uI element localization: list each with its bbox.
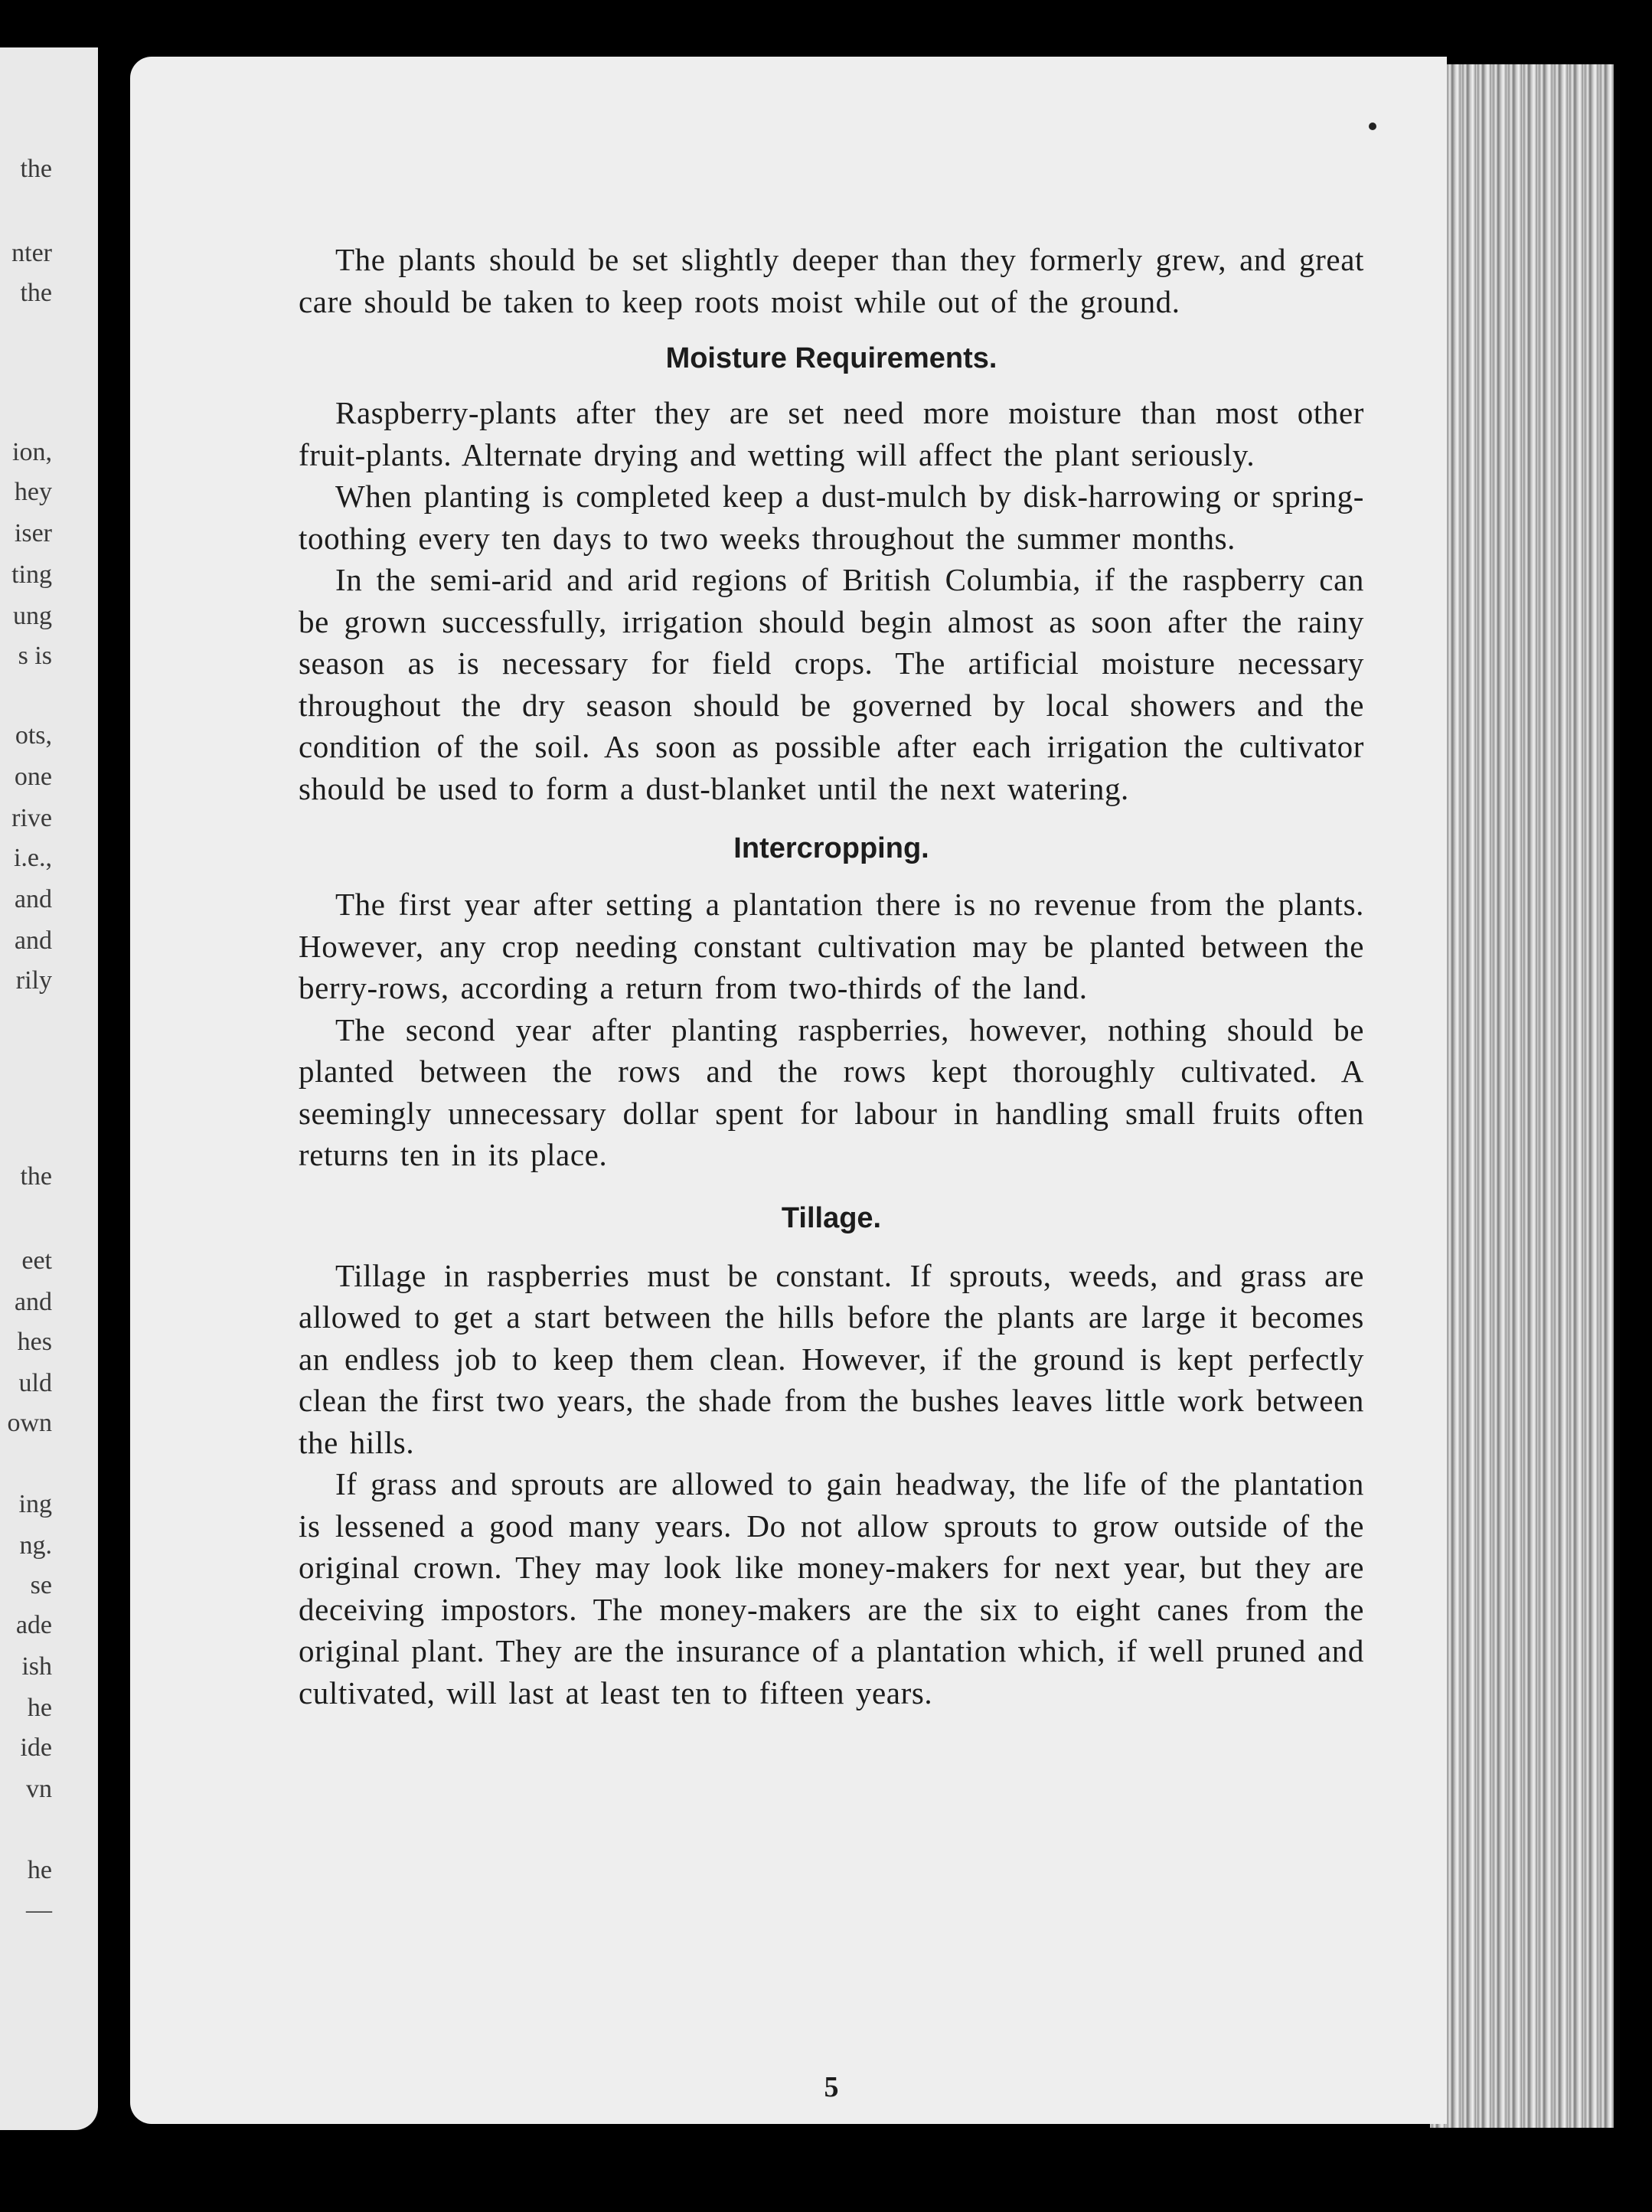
left-page-word: vn: [26, 1775, 52, 1803]
paragraph: When planting is completed keep a dust-mulch by disk-harrowing or spring-toothing every ten days to two weeks throughout the summer months.: [299, 479, 1364, 556]
left-page-word: ion,: [12, 438, 52, 466]
left-page-word: —: [26, 1896, 52, 1924]
left-page-word: rily: [15, 966, 52, 995]
left-page-word: se: [30, 1571, 52, 1599]
left-page-word: hes: [17, 1328, 52, 1356]
left-page-word: the: [20, 155, 52, 183]
left-page-word: the: [20, 279, 52, 307]
left-page-word: iser: [14, 519, 52, 547]
left-page-word: ots,: [15, 721, 52, 750]
left-page-word: i.e.,: [13, 844, 52, 872]
ink-speck: [1369, 123, 1376, 130]
left-page-word: and: [14, 885, 52, 913]
left-page-word: eet: [21, 1246, 52, 1275]
left-page-word: he: [27, 1694, 52, 1722]
left-page-word: s is: [18, 642, 52, 670]
book-page: [130, 57, 1447, 2124]
left-page-word: ing: [18, 1490, 52, 1518]
left-page-word: uld: [18, 1369, 52, 1397]
intro-paragraph: The plants should be set slightly deeper than they formerly grew, and great care should be taken to keep roots moist while out of the ground.: [299, 242, 1364, 319]
left-page-word: ung: [13, 602, 52, 630]
left-page-word: ide: [20, 1733, 52, 1762]
left-page-word: own: [7, 1409, 52, 1437]
paragraph: In the semi-arid and arid regions of British Columbia, if the raspberry can be grown successfully, irrigation should begin almost as soon after the rainy season as is necessary for field crops. The artificial moisture necessary throughout the dry season should be governed by local showers and the condition of the soil. As soon as possible after each irrigation the cultivator should be used to form a dust-blanket until the next watering.: [299, 562, 1364, 806]
left-page-word: ade: [15, 1611, 52, 1639]
paragraph: Raspberry-plants after they are set need more moisture than most other fruit-plants. Alternate drying and wetting will affect the plant seriously.: [299, 395, 1364, 472]
paragraph: The second year after planting raspberries, however, nothing should be planted between the rows and the rows kept thoroughly cultivated. A seemingly unnecessary dollar spent for labour in handling small fruits often returns ten in its place.: [299, 1011, 1364, 1172]
left-page-word: and: [14, 1288, 52, 1316]
left-page-word: ng.: [19, 1531, 52, 1560]
section-heading-tillage: Tillage.: [781, 1201, 882, 1234]
paragraph: If grass and sprouts are allowed to gain headway, the life of the plantation is lessened a good many years. Do not allow sprouts to grow outside of the original crown. They may look like money-makers for next year, but they are deceiving impostors. The money-makers are the six to eight canes from the original plant. They are the insurance of a plantation which, if well pruned and cultivated, will last at least ten to fifteen years.: [299, 1466, 1364, 1710]
left-page-word: and: [14, 926, 52, 955]
section-heading-intercropping: Intercropping.: [733, 832, 929, 864]
page-body: [299, 239, 1364, 2103]
left-page-word: nter: [11, 239, 52, 267]
paragraph: Tillage in raspberries must be constant. If sprouts, weeds, and grass are allowed to get a start between the hills before the plants are large it becomes an endless job to keep them clean. However, if the ground is kept perfectly clean the first two years, the shade from the bushes leaves little work between the hills.: [299, 1257, 1364, 1460]
section-heading-moisture: Moisture Requirements.: [665, 342, 997, 374]
left-facing-page: [0, 47, 98, 2130]
page-number: 5: [824, 2071, 839, 2103]
left-page-word: he: [27, 1856, 52, 1884]
left-page-word: ish: [21, 1652, 52, 1681]
left-page-word: the: [20, 1162, 52, 1191]
left-page-word: rive: [11, 804, 52, 832]
left-page-word: ting: [11, 560, 52, 589]
left-page-word: hey: [14, 478, 52, 506]
paragraph: The first year after setting a plantation there is no revenue from the plants. However, any crop needing constant cultivation may be planted between the berry-rows, according a return from two-thirds of the land.: [299, 887, 1364, 1005]
left-page-word: one: [14, 763, 52, 791]
page-edge-stack: [1430, 64, 1614, 2128]
